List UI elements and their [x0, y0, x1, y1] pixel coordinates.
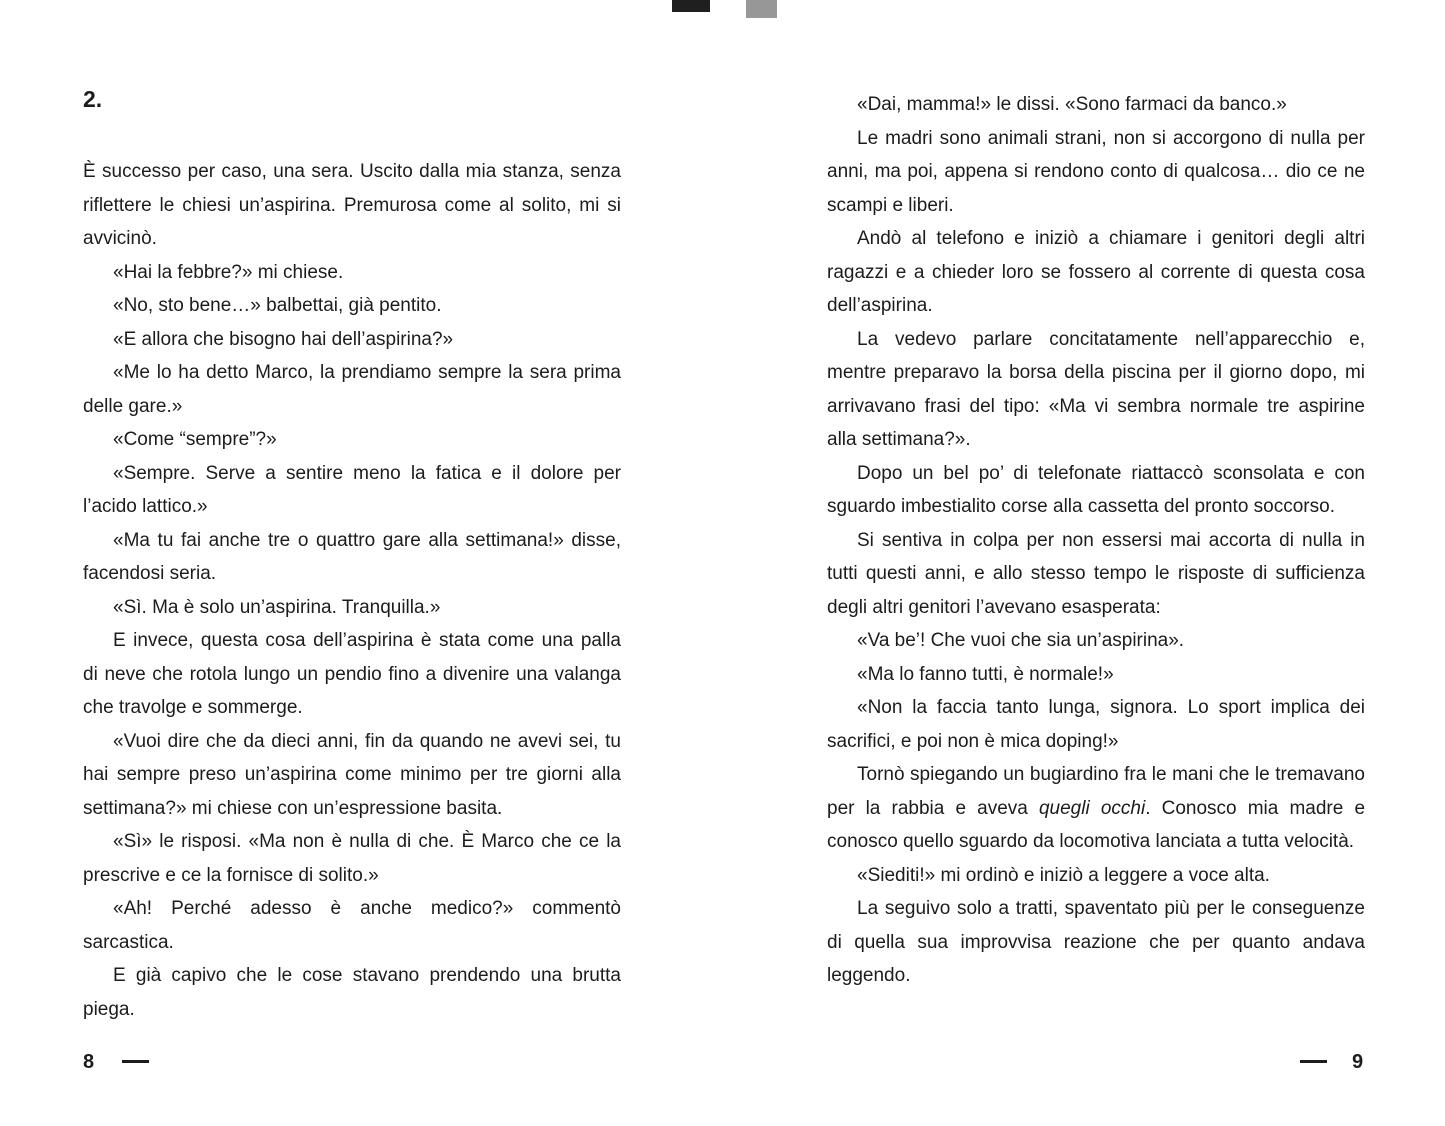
text-run: «E allora che bisogno hai dell’aspirina?» — [113, 328, 454, 350]
right-page-body — [827, 88, 1365, 993]
text-run: Si sentiva in colpa per non essersi mai accorta di nulla in tutti questi anni, e allo stesso tempo le risposte di sufficienza degli altri genitori l’avevano esasperata: — [827, 529, 1365, 618]
paragraph — [83, 256, 621, 290]
text-run: . Conosco mia madre e conosco quello sguardo da locomotiva lanciata a tutta velocità. — [827, 797, 1366, 852]
paragraph — [827, 658, 1365, 692]
text-run: E già capivo che le cose stavano prendendo una brutta piega. — [83, 965, 621, 1020]
paragraph — [827, 323, 1365, 457]
paragraph — [827, 624, 1365, 658]
text-run: E invece, questa cosa dell’aspirina è stata come una palla di neve che rotola lungo un pendio fino a divenire una valanga che travolge e sommerge. — [83, 630, 621, 718]
paragraph — [83, 457, 621, 524]
text-run: «Ma tu fai anche tre o quattro gare alla settimana!» disse, facendosi seria. — [83, 529, 621, 584]
paragraph — [827, 88, 1365, 122]
text-run: «Sì. Ma è solo un’aspirina. Tranquilla.» — [113, 596, 441, 618]
text-run: «No, sto bene…» balbettai, già pentito. — [113, 295, 442, 316]
paragraph — [83, 323, 621, 357]
paragraph — [83, 892, 621, 959]
paragraph — [83, 423, 621, 457]
paragraph — [827, 892, 1365, 993]
top-edge-artifact-gray — [746, 0, 777, 18]
paragraph — [827, 691, 1365, 758]
text-run: «Come “sempre”?» — [113, 429, 277, 450]
right-page — [827, 88, 1365, 993]
paragraph — [83, 959, 621, 1026]
text-run: Tornò spiegando un bugiardino fra le mani che le tremavano per la rabbia e aveva — [827, 764, 1365, 819]
paragraph — [827, 524, 1365, 625]
text-run: «Vuoi dire che da dieci anni, fin da quando ne avevi sei, tu hai sempre preso un’aspirina come minimo per tre giorni alla settimana?» mi chiese con un’espressione basita. — [83, 730, 621, 819]
left-page-body — [83, 155, 621, 1026]
text-run: «Siediti!» mi ordinò e iniziò a leggere a voce alta. — [857, 864, 1270, 886]
text-run: «Ah! Perché adesso è anche medico?» commentò sarcastica. — [83, 898, 621, 953]
text-run: È successo per caso, una sera. Uscito dalla mia stanza, senza riflettere le chiesi un’aspirina. Premurosa come al solito, mi si avvicinò. — [83, 161, 621, 249]
paragraph — [827, 457, 1365, 524]
paragraph — [83, 624, 621, 725]
page-number-left: 8 — [83, 1051, 95, 1073]
text-run: «Sempre. Serve a sentire meno la fatica e il dolore per l’acido lattico.» — [83, 462, 621, 517]
italic-text-run: quegli occhi — [1038, 797, 1146, 819]
text-run: «Sì» le risposi. «Ma non è nulla di che. È Marco che ce la prescrive e ce la fornisce di solito.» — [83, 831, 621, 886]
footer-rule-right — [1300, 1060, 1327, 1063]
paragraph — [83, 591, 621, 625]
page-number-right: 9 — [1352, 1051, 1364, 1073]
paragraph — [827, 122, 1365, 223]
text-run: Dopo un bel po’ di telefonate riattaccò sconsolata e con sguardo imbestialito corse alla cassetta del pronto soccorso. — [827, 462, 1365, 517]
footer-rule-left — [122, 1060, 149, 1063]
text-run: La seguivo solo a tratti, spaventato più per le conseguenze di quella sua improvvisa reazione che per quanto andava leggendo. — [827, 898, 1365, 986]
paragraph — [827, 222, 1365, 323]
chapter-heading: 2. — [83, 86, 103, 112]
paragraph — [83, 289, 621, 323]
text-run: Andò al telefono e iniziò a chiamare i genitori degli altri ragazzi e a chieder loro se fossero al corrente di questa cosa dell’aspirina. — [827, 228, 1365, 316]
top-edge-artifact-dark — [672, 0, 710, 12]
text-run: «Hai la febbre?» mi chiese. — [113, 261, 344, 283]
left-page — [83, 88, 621, 1026]
text-run: «Dai, mamma!» le dissi. «Sono farmaci da banco.» — [857, 94, 1287, 115]
paragraph — [83, 524, 621, 591]
paragraph — [83, 725, 621, 826]
paragraph — [83, 356, 621, 423]
text-run: «Ma lo fanno tutti, è normale!» — [857, 663, 1114, 685]
paragraph — [827, 758, 1365, 859]
text-run: «Me lo ha detto Marco, la prendiamo sempre la sera prima delle gare.» — [83, 362, 621, 417]
paragraph — [83, 825, 621, 892]
text-run: La vedevo parlare concitatamente nell’apparecchio e, mentre preparavo la borsa della piscina per il giorno dopo, mi arrivavano frasi del tipo: «Ma vi sembra normale tre aspirine alla settimana?». — [827, 328, 1365, 450]
paragraph — [827, 859, 1365, 893]
text-run: Le madri sono animali strani, non si accorgono di nulla per anni, ma poi, appena si rendono conto di qualcosa… dio ce ne scampi e liberi. — [827, 127, 1365, 216]
text-run: «Non la faccia tanto lunga, signora. Lo sport implica dei sacrifici, e poi non è mica doping!» — [827, 697, 1365, 752]
paragraph — [83, 155, 621, 256]
text-run: «Va be’! Che vuoi che sia un’aspirina». — [857, 630, 1185, 651]
